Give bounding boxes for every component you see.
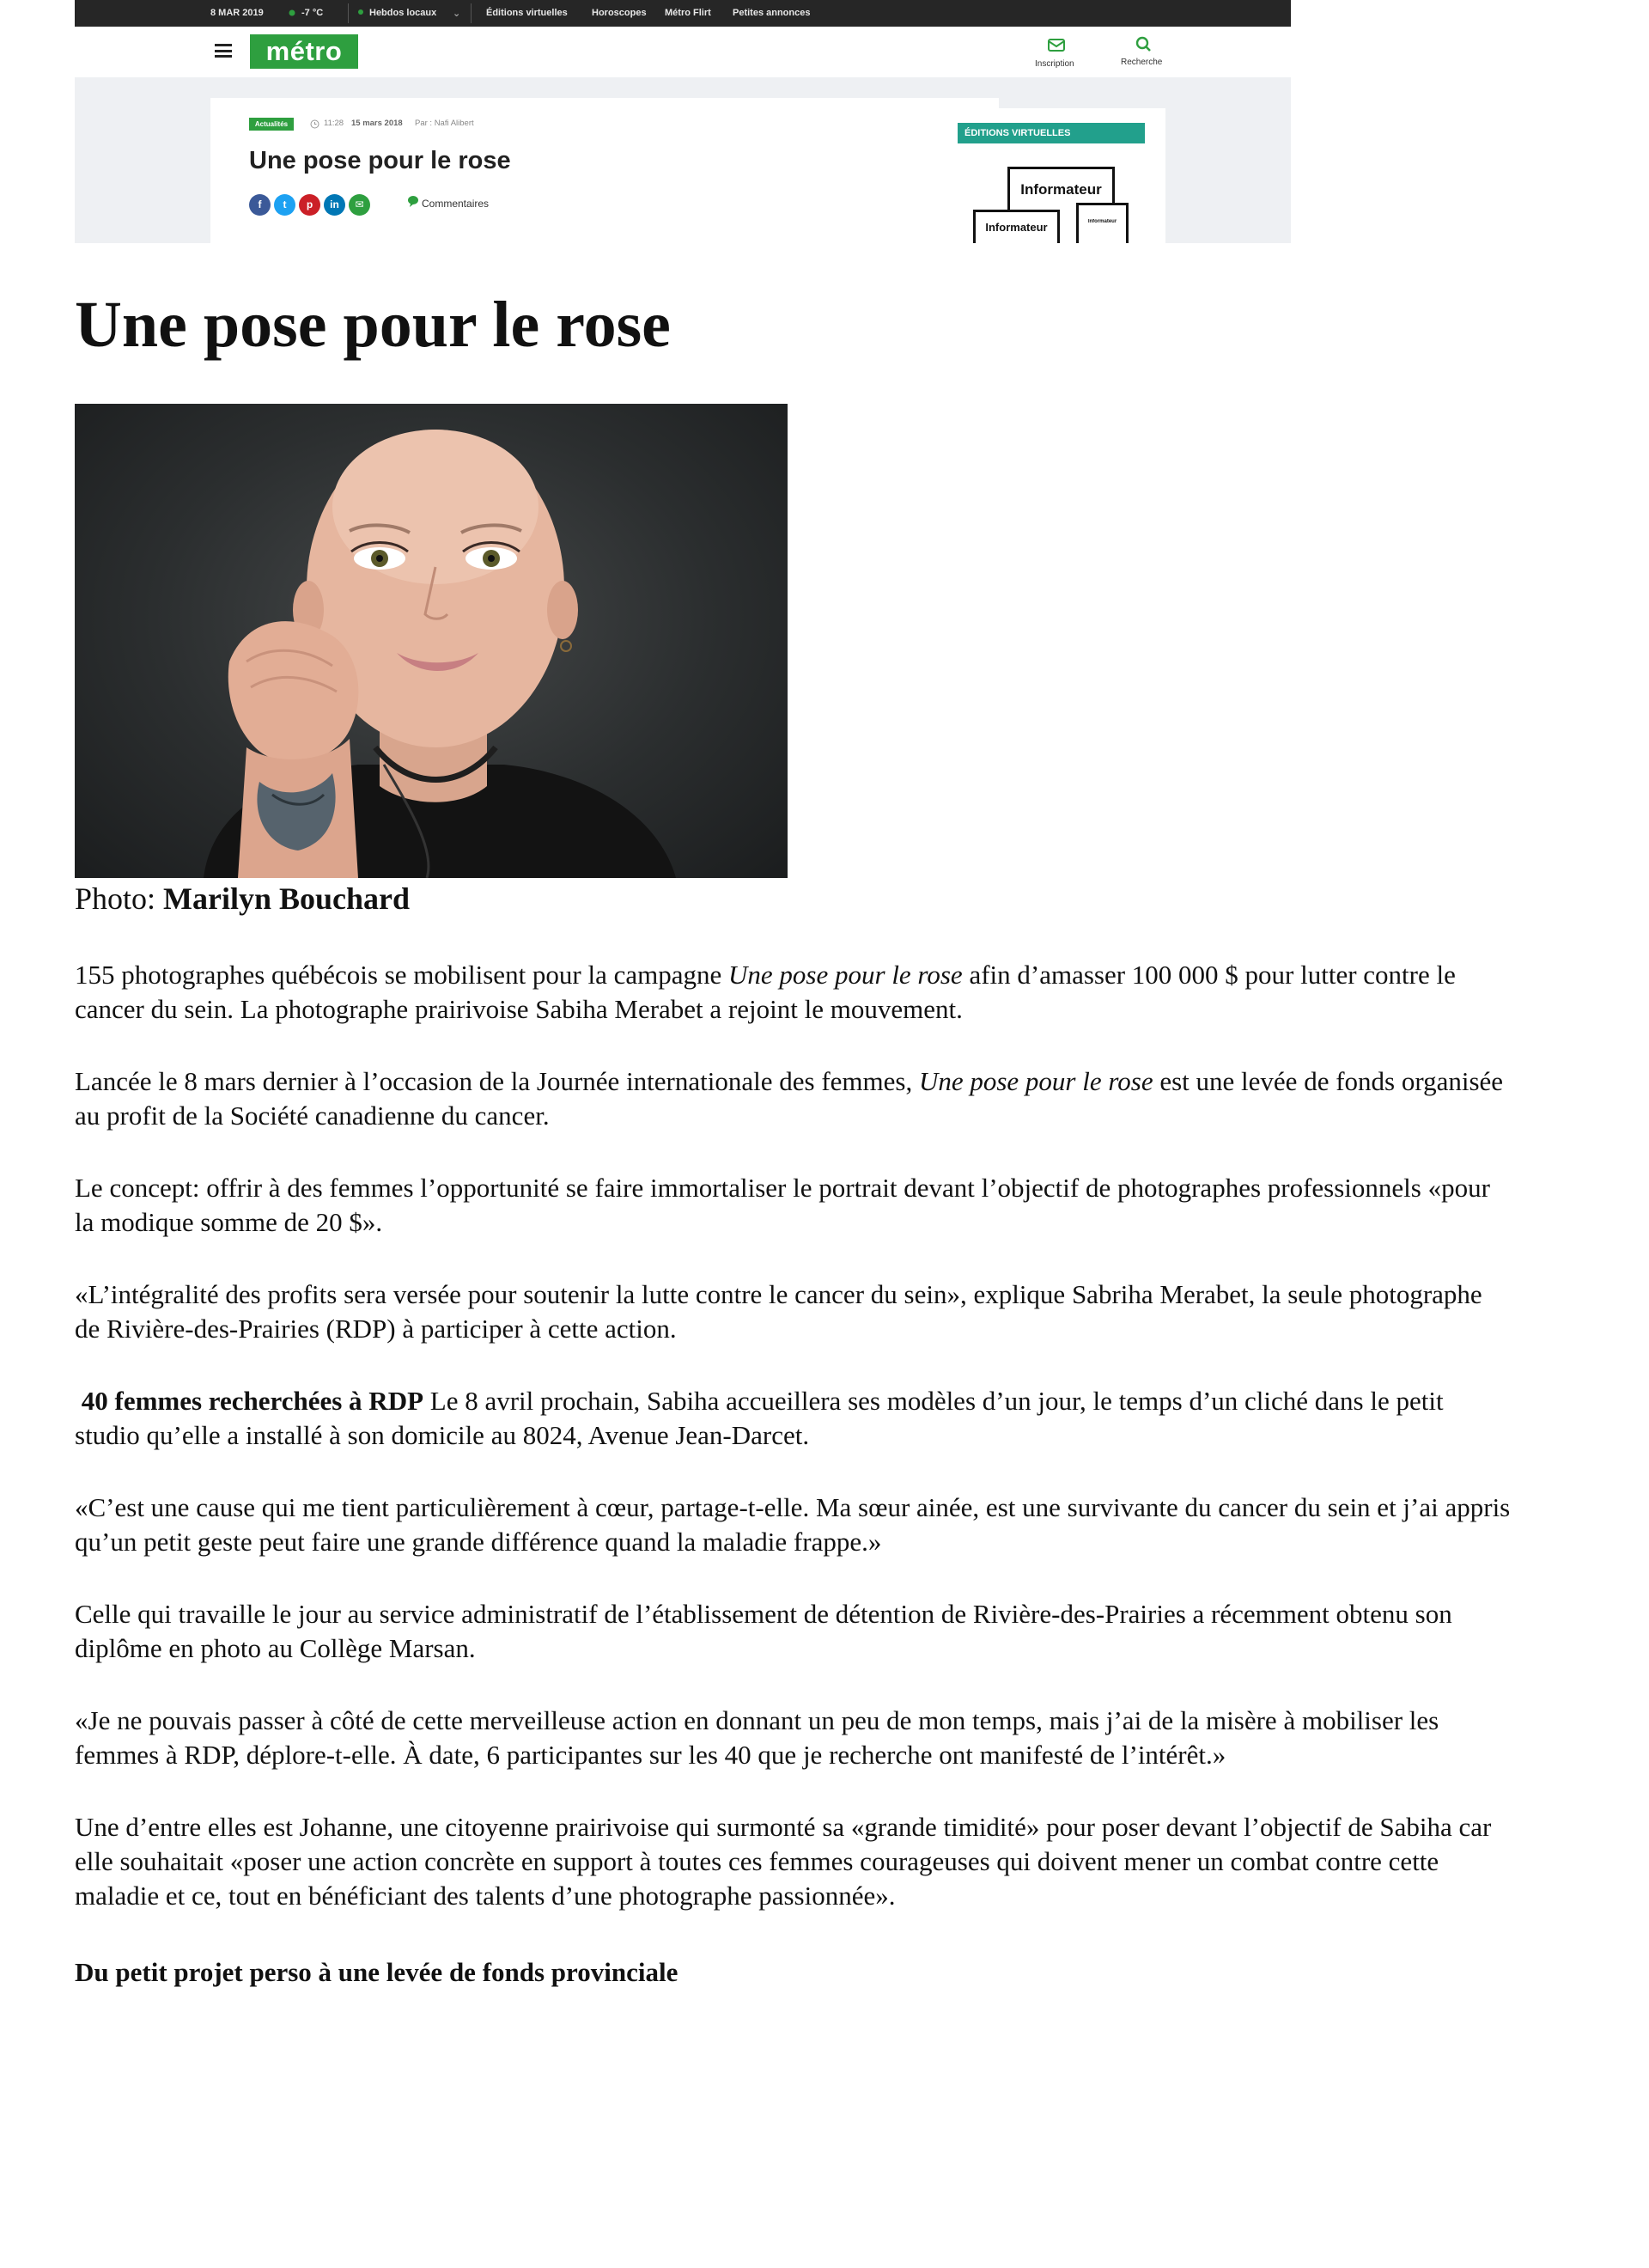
text: maladie et ce, tout en bénéficiant des talents d’une photographe passionnée».: [75, 1881, 896, 1911]
text: Une d’entre elles est Johanne, une citoyenne prairivoise qui surmonté sa «grande timidité» pour poser devant l’objectif de Sabiha car: [75, 1812, 1492, 1842]
text: est une levée de fonds organisée: [1153, 1066, 1504, 1096]
topbar-divider: [348, 3, 349, 23]
text: Le 8 avril prochain, Sabiha accueillera ses modèles d’un jour, le temps d’un cliché dans le petit: [423, 1386, 1444, 1416]
topbar-divider: [471, 3, 472, 23]
clock-icon: [310, 119, 319, 129]
text: afin d’amasser 100 000 $ pour lutter contre le: [962, 960, 1456, 990]
text: «L’intégralité des profits sera versée pour soutenir la lutte contre le cancer du sein», explique Sabriha Merabet, la seule photographe: [75, 1279, 1482, 1309]
portrait-photo: [75, 404, 788, 878]
search-icon[interactable]: [1133, 36, 1155, 53]
campaign-name: Une pose pour le rose: [728, 960, 963, 990]
text: qu’un petit geste peut faire une grande différence quand la maladie frappe.»: [75, 1527, 882, 1557]
topbar-link-metro-flirt[interactable]: Métro Flirt: [665, 8, 711, 18]
magazine-cover[interactable]: Informateur: [973, 210, 1060, 243]
paragraph: [75, 1277, 1646, 1346]
topbar-temperature: -7 °C: [301, 8, 324, 18]
article-author: Par : Nafi Alibert: [415, 119, 474, 128]
text: Celle qui travaille le jour au service administratif de l’établissement de détention de Rivière-des-Prairies a récemment obtenu son: [75, 1599, 1452, 1629]
signup-label[interactable]: Inscription: [1035, 59, 1074, 69]
topbar-date: 8 MAR 2019: [210, 8, 264, 18]
paragraph: [75, 1704, 1646, 1772]
magazine-cover[interactable]: Informateur: [1076, 203, 1129, 243]
text: de Rivière-des-Prairies (RDP) à participer à cette action.: [75, 1314, 677, 1344]
inline-heading: 40 femmes recherchées à RDP: [81, 1386, 424, 1416]
text: Le concept: offrir à des femmes l’opportunité se faire immortaliser le portrait devant l’objectif de photographes professionnels «pour: [75, 1173, 1490, 1203]
paragraph: [75, 958, 1646, 1027]
facebook-share-icon[interactable]: f: [249, 194, 271, 216]
photo-credit: Marilyn Bouchard: [163, 881, 411, 916]
text: «Je ne pouvais passer à côté de cette merveilleuse action en donnant un peu de mon temps, mais j’ai de la misère à mobiliser les: [75, 1705, 1439, 1735]
paragraph: [75, 1810, 1646, 1913]
article-time: 11:28: [324, 119, 344, 128]
metro-website-screenshot: [75, 0, 1291, 243]
text: Lancée le 8 mars dernier à l’occasion de la Journée internationale des femmes,: [75, 1066, 919, 1096]
paragraph: [75, 1171, 1646, 1240]
topbar-link-classifieds[interactable]: Petites annonces: [733, 8, 811, 18]
category-badge[interactable]: Actualités: [249, 118, 294, 131]
topbar-link-horoscopes[interactable]: Horoscopes: [592, 8, 647, 18]
location-pin-icon: [356, 9, 365, 17]
card-title: Une pose pour le rose: [249, 147, 511, 174]
paragraph: [75, 1064, 1646, 1133]
text: «C’est une cause qui me tient particulièrement à cœur, partage-t-elle. Ma sœur ainée, est une survivante du cancer du sein et j’ai appris: [75, 1492, 1511, 1522]
virtual-editions-card: [942, 108, 1165, 243]
text: diplôme en photo au Collège Marsan.: [75, 1633, 476, 1663]
email-share-icon[interactable]: ✉: [349, 194, 370, 216]
topbar-link-virtual-editions[interactable]: Éditions virtuelles: [486, 8, 568, 18]
text: la modique somme de 20 $».: [75, 1207, 383, 1237]
signup-icon[interactable]: [1045, 36, 1068, 53]
metro-logo[interactable]: métro: [250, 34, 358, 69]
text: elle souhaitait «poser une action concrète en support à toutes ces femmes courageuses qui doivent mener un combat contre cette: [75, 1846, 1439, 1876]
text: studio qu’elle a installé à son domicile au 8024, Avenue Jean-Darcet.: [75, 1420, 810, 1450]
menu-icon[interactable]: [215, 44, 232, 58]
text: au profit de la Société canadienne du cancer.: [75, 1100, 550, 1131]
linkedin-share-icon[interactable]: in: [324, 194, 345, 216]
virtual-editions-title: ÉDITIONS VIRTUELLES: [958, 123, 1145, 143]
photo-caption: [75, 877, 410, 920]
text: femmes à RDP, déplore-t-elle. À date, 6 participantes sur les 40 que je recherche ont manifesté de l’intérêt.»: [75, 1740, 1226, 1770]
pinterest-share-icon[interactable]: p: [299, 194, 320, 216]
article-title: Une pose pour le rose: [75, 289, 671, 361]
article-date: 15 mars 2018: [351, 119, 403, 128]
campaign-name: Une pose pour le rose: [918, 1066, 1153, 1096]
weather-icon: [287, 8, 297, 18]
nav-bar: [75, 27, 1291, 77]
section-subheading: Du petit projet perso à une levée de fonds provinciale: [75, 1957, 678, 1987]
comments-icon[interactable]: [406, 195, 422, 208]
caption-prefix: Photo:: [75, 881, 164, 916]
paragraph: [75, 1597, 1646, 1666]
search-label[interactable]: Recherche: [1121, 58, 1163, 67]
twitter-share-icon[interactable]: t: [274, 194, 295, 216]
portrait-illustration: [75, 404, 788, 878]
top-bar: [75, 0, 1291, 27]
magazine-cover[interactable]: Informateur: [1007, 167, 1115, 243]
topbar-local-editions[interactable]: Hebdos locaux: [369, 8, 437, 18]
comments-link[interactable]: Commentaires: [422, 198, 490, 210]
text: 155 photographes québécois se mobilisent pour la campagne: [75, 960, 729, 990]
paragraph: [75, 1491, 1646, 1559]
text: cancer du sein. La photographe prairivoise Sabiha Merabet a rejoint le mouvement.: [75, 994, 963, 1024]
chevron-down-icon: ⌄: [453, 9, 461, 19]
paragraph: [75, 1384, 1646, 1453]
article-header-card: [210, 98, 999, 243]
